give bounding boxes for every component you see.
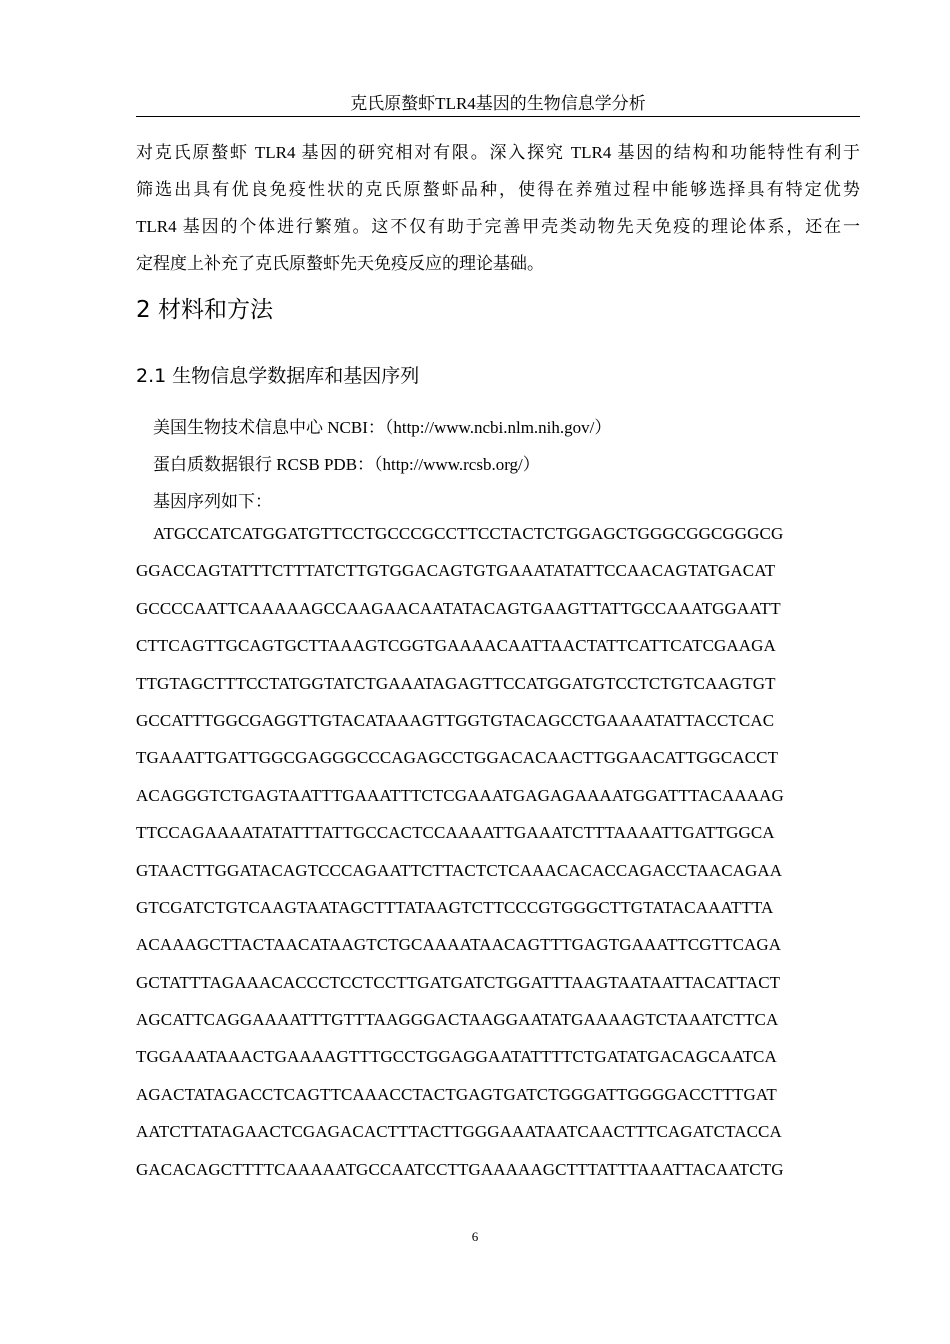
sequence-line: GTCGATCTGTCAAGTAATAGCTTTATAAGTCTTCCCGTGGGCTTGTATACAAATTTA — [136, 897, 774, 917]
gene-sequence — [136, 515, 860, 1188]
sequence-line: AGACTATAGACCTCAGTTCAAACCTACTGAGTGATCTGGGATTGGGGACCTTTGAT — [136, 1084, 777, 1104]
page-number: 6 — [471, 1229, 479, 1244]
header-rule — [136, 116, 860, 117]
sequence-line: AATCTTATAGAACTCGAGACACTTTACTTGGGAAATAATCAACTTTCAGATCTACCA — [136, 1122, 782, 1142]
sequence-line: AGCATTCAGGAAAATTTGTTTAAGGGACTAAGGAATATGAAAAGTCTAAATCTTCA — [136, 1010, 779, 1030]
running-header: 克氏原螯虾TLR4基因的生物信息学分析 — [350, 94, 646, 113]
paragraph-line: 筛选出具有优良免疫性状的克氏原螯虾品种，使得在养殖过程中能够选择具有特定优势 — [136, 180, 860, 199]
sequence-line: TGAAATTGATTGGCGAGGGCCCAGAGCCTGGACACAACTTGGAACATTGGCACCT — [136, 748, 779, 768]
sequence-line: TTGTAGCTTTCCTATGGTATCTGAAATAGAGTTCCATGGATGTCCTCTGTCAAGTGT — [136, 673, 776, 693]
sequence-line: CTTCAGTTGCAGTGCTTAAAGTCGGTGAAAACAATTAACTATTCATTCATCGAAGA — [136, 636, 776, 656]
sequence-intro: 基因序列如下： — [153, 492, 272, 511]
paragraph-line: 定程度上补充了克氏原螯虾先天免疫反应的理论基础。 — [136, 254, 544, 273]
sequence-line: GGACCAGTATTTCTTTATCTTGTGGACAGTGTGAAATATATTCCAACAGTATGACAT — [136, 561, 776, 581]
ncbi-reference: 美国生物技术信息中心 NCBI：（http://www.ncbi.nlm.nih.gov/） — [153, 418, 612, 437]
sequence-line: GCCATTTGGCGAGGTTGTACATAAAGTTGGTGTACAGCCTGAAAATATTACCTCAC — [136, 710, 775, 730]
subsection-heading: 2.1 生物信息学数据库和基因序列 — [136, 365, 420, 387]
sequence-line: GCTATTTAGAAACACCCTCCTCCTTGATGATCTGGATTTAAGTAATAATTACATTACT — [136, 972, 781, 992]
section-heading: 2 材料和方法 — [136, 297, 273, 323]
sequence-line: GACACAGCTTTTCAAAAATGCCAATCCTTGAAAAAGCTTTATTTAAATTACAATCTG — [136, 1159, 784, 1179]
sequence-line: ACAAAGCTTACTAACATAAGTCTGCAAAATAACAGTTTGAGTGAAATTCGTTCAGA — [136, 935, 782, 955]
sequence-line: ATGCCATCATGGATGTTCCTGCCCGCCTTCCTACTCTGGAGCTGGGCGGCGGGCG — [153, 524, 784, 543]
sequence-line: ACAGGGTCTGAGTAATTTGAAATTTCTCGAAATGAGAGAAAATGGATTTACAAAAG — [136, 785, 784, 805]
sequence-line: TTCCAGAAAATATATTTATTGCCACTCCAAAATTGAAATCTTTAAAATTGATTGGCA — [136, 823, 775, 843]
paragraph-line: 对克氏原螯虾 TLR4 基因的研究相对有限。深入探究 TLR4 基因的结构和功能特性有利于 — [136, 143, 860, 162]
sequence-line: GTAACTTGGATACAGTCCCAGAATTCTTACTCTCAAACACACCAGACCTAACAGAA — [136, 860, 783, 880]
database-list — [153, 409, 611, 520]
paragraph-line: TLR4 基因的个体进行繁殖。这不仅有助于完善甲壳类动物先天免疫的理论体系，还在一 — [136, 217, 860, 236]
intro-paragraph — [136, 134, 860, 282]
sequence-line: TGGAAATAAACTGAAAAGTTTGCCTGGAGGAATATTTTCTGATATGACAGCAATCA — [136, 1047, 777, 1067]
rcsb-reference: 蛋白质数据银行 RCSB PDB：（http://www.rcsb.org/） — [153, 455, 540, 474]
sequence-line: GCCCCAATTCAAAAAGCCAAGAACAATATACAGTGAAGTTATTGCCAAATGGAATT — [136, 598, 781, 618]
